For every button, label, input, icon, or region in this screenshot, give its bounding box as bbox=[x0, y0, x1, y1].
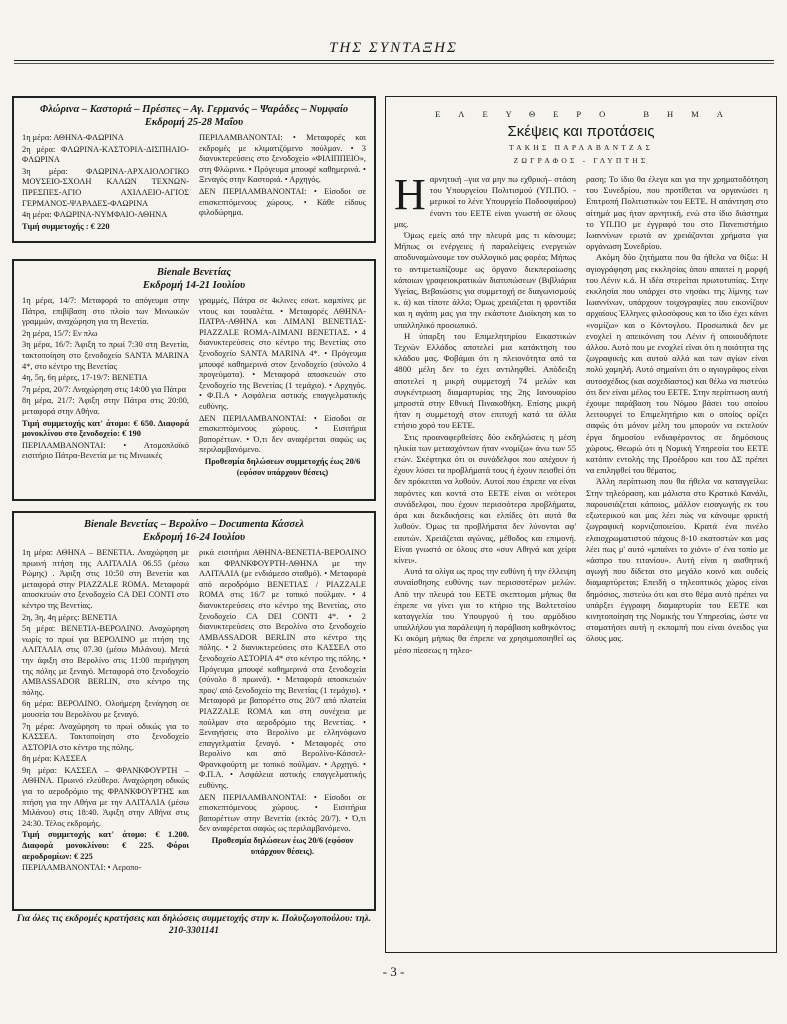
trip-includes-cont: ρικά εισιτήρια ΑΘΗΝΑ-ΒΕΝΕΤΙΑ-ΒΕΡΟΛΙΝΟ και ΦΡΑΝΚΦΟΥΡΤΗ-ΑΘΗΝΑ με την ΑΛΙΤΑΛΙΑ (με ενδιάμεσο σταθμό). • Μεταφορά από αεροδρόμιο ΒΕΝΕΤΙΑΣ / PIAZZALE ROMA στις 16/7 με τοπικό πούλμαν. • 4 διανυκτερεύσεις στο κέντρο της Βενετίας, στο ξενοδοχείο CA DEI CONTI 4*. • 2 διανυκτερεύσεις στο Βερολίνο στο ξενοδοχείο AMBASSADOR BERLIN στο κέντρο της πόλης. • 2 διανυκτερεύσεις στο ΚΑΣΣΕΛ στο ξενοδοχείο ΑΣΤΟΡΙΑ 4* στο κέντρο της πόλης. • Πρόγευμα μπουφέ καθημερινά στα ξενοδοχεία (σύνολο 8 πρωινά). • Μεταφορά αποσκευών προς/ από ξενοδοχείο της Βενετίας (1 τεμάχιο). • Μεταφορά με βαπορέττο στις 20/7 από πλατεία PIAZZALE ROMA και στη συνέχεια με πούλμαν στο αεροδρόμιο της Βενετίας. • Ξεναγήσεις στο Βερολίνο με ελληνόφωνο επαγγελματία ξεναγό. • Μεταφορές στο Βερολίνο και από Βερολίνο-Κάσσελ-Φρανκφούρτη με τοπικό πούλμαν. • Αρχηγό. • Φ.Π.Α. • Ασφάλεια αστικής επαγγελματικής ευθύνης. bbox=[199, 548, 366, 791]
trip-title: Bienale Βενετίας – Βερολίνο – Documenta Κάσσελ bbox=[83, 519, 305, 530]
trip-day: 6η μέρα: ΒΕΡΟΛΙΝΟ. Ολοήμερη ξενάγηση σε μουσεία του Βερολίνου με ξεναγό. bbox=[22, 699, 189, 719]
opinion-article bbox=[385, 96, 777, 953]
trip-day: 1η μέρα: ΑΘΗΝΑ-ΦΛΩΡΙΝΑ bbox=[22, 133, 124, 142]
trip-includes: ΠΕΡΙΛΑΜΒΑΝΟΝΤΑΙ: • Μεταφορές και εκδρομές με κλιματιζόμενο πούλμαν. • 3 διανυκτερεύσεις στο ξενοδοχείο «ΦΙΛΙΠΠΕΙΟ», στη Φλώρινα. • Πρόγευμα μπουφέ καθημερινά. • Ξεναγός στην Καστοριά. • Αρχηγός. bbox=[199, 133, 366, 185]
article-author: ΤΑΚΗΣ ΠΑΡΛΑΒΑΝΤΖΑΣ bbox=[508, 143, 654, 152]
article-paragraph: Η ύπαρξη του Επιμελητηρίου Εικαστικών Τεχνών Ελλάδος αποτελεί μια κατάκτηση του κλάδου μας. Φοβάμαι ότι η πλειονότητα από τα 4800 μέλη δεν το έχει αντιληφθεί. Απόδειξη αποτελεί η μικρή συμμετοχή 74 μελών και συγκέντρωση διαμαρτυρίας της 2ης Ιανουαρίου μπροστά στην Εθνική Πινακοθήκη. Επίσης μικρή ήταν η συμμετοχή στον επιτυχή κατά τα άλλα ετήσιο χορό του ΕΕΤΕ. bbox=[394, 330, 576, 431]
article-paragraph: αρνητική –για να μην πω εχθρική– στάση του Υπουργείου Πολιτισμού (ΥΠ.ΠΟ. - μερικοί το λένε Υπουργείο Ποδοσφαίρου) έναντι του ΕΕΤΕ είναι γνωστή σε όλους μας. bbox=[394, 174, 576, 229]
trip-subtitle: Εκδρομή 16-24 Ιουλίου bbox=[142, 532, 246, 543]
trip-day: 8η μέρα: ΚΑΣΣΕΛ bbox=[22, 754, 87, 764]
trip-col-right bbox=[199, 296, 366, 479]
trip-day: 1η μέρα: ΑΘΗΝΑ – ΒΕΝΕΤΙΑ. Αναχώρηση με πρωινή πτήση της ΑΛΙΤΑΛΙΑ 06.55 (μέσω Ρώμης) . Άφιξη στις 10:50 στη Βενετία και μεταφορά στην PIAZZALE ROMA. Μεταφορά αποσκευών στο ξενοδοχείο CA DEI CONTI στο κέντρο της Βενετίας. bbox=[22, 548, 189, 610]
article-paragraph: Στις προαναφερθείσες δύο εκδηλώσεις η μέση ηλικία των μετασχόντων ήταν «νομίζω» άνω των 55 ετών. Σκέφτηκα ότι οι συνάδελφοι που απέχουν ή έχουν λύσει τα προβλήματά τους ή έχουν πεισθεί ότι δεν πρόκειται να λυθούν. Αυτοί που έπρεπε να είναι παρόντες και κοντά στο ΕΕΤΕ είναι οι νεότεροι συνάδελφοι, που έχουν περισσότερα προβλήματα, άρα και διεκδικήσεις και ελπίδες ότι αυτά θα λυθούν. Όμως τα προβλήματα δεν λύνονται αφ' εαυτών. Χρειάζεται αγώνας, μέθοδος και επιμονή. Είναι γνωστό σε όλους στο «συν Αθηνά και χείρα κίνει». bbox=[394, 431, 576, 565]
trip-price: Τιμή συμμετοχής : € 220 bbox=[22, 221, 110, 231]
article-rubric: ΕΛΕΥΘΕΡΟ ΒΗΜΑ bbox=[435, 109, 741, 119]
trip-deadline: Προθεσμία δηλώσεων έως 20/6 (εφόσον υπάρχουν θέσεις). bbox=[211, 836, 354, 856]
booking-contact-note: Για όλες τις εκδρομές κρατήσεις και δηλώσεις συμμετοχής στην κ. Πολυζωγοπούλου: τηλ. 210-3301141 bbox=[16, 914, 372, 936]
trip-day: 5η μέρα: ΒΕΝΕΤΙΑ-ΒΕΡΟΛΙΝΟ. Αναχώρηση νωρίς το πρωί για ΒΕΡΟΛΙΝΟ με πτήση της ΑΛΙΤΑΛΙΑ στις 07.30 (μέσω Μιλάνου). Μετά την άφιξη στο Βερολίνο στις 11:00 περιήγηση της πόλης με ξεναγό. Μεταφορά στο ξενοδοχείο AMBASSADOR BERLIN, στο κέντρο της πόλης. bbox=[22, 624, 189, 697]
trip-excludes: ΔΕΝ ΠΕΡΙΛΑΜΒΑΝΟΝΤΑΙ: • Είσοδοι σε επισκεπτόμενους χώρους. • Εισιτήρια βαπορέττων στην Βενετία (εκτός 20/7). • Ό,τι δεν αναφέρεται σαφώς ως περιλαμβανόμενο. bbox=[199, 792, 366, 834]
header-rule bbox=[14, 60, 774, 61]
trip-col-right bbox=[199, 133, 366, 233]
trip-subtitle: Εκδρομή 14-21 Ιουλίου bbox=[142, 280, 246, 291]
trip-day: 9η μέρα: ΚΑΣΣΕΛ – ΦΡΑΝΚΦΟΥΡΤΗ – ΑΘΗΝΑ. Πρωινό ελεύθερο. Αναχώρηση οδικώς για το αεροδρόμιο της ΦΡΑΝΚΦΟΥΡΤΗΣ και πτήση για την Αθήνα με την ΑΛΙΤΑΛΙΑ (μέσω Μιλάνου) στις 18:40. Άφιξη στην Αθήνα στις 24:30. Τέλος εκδρομής. bbox=[22, 765, 189, 828]
trip-day: 7η μέρα, 20/7: Αναχώρηση στις 14:00 για Πάτρα bbox=[22, 384, 186, 394]
article-paragraph: Άλλη περίπτωση που θα ήθελα να καταγγείλω: Στην τηλεόραση, και μάλιστα στο Κρατικό Κανάλι, παρουσιάζεται κάποιος, μάλλον εισαγωγής εκ του εξωτερικού και μας λέει πώς να κάνουμε φρικτή ζωγραφική κορνιζοποιείου. Κρατά ένα πινέλο ελαιοχρωματιστού πάχους 8-10 εκατοστών και μας λέει πως μ' αυτό «μπαίνει το χιόνι» σ' ένα τοπίο με «άσπρο του τιτανίου». Αυτή είναι η αισθητική αγωγή που δίδεται στο μεγάλο κοινό και ουδείς διαμαρτύρεται; Επειδή ο τηλεοπτικός χώρος είναι δημόσιος, πιστεύω ότι και στο θέμα αυτό πρέπει να υπάρξει έγγραφη διαμαρτυρία του ΕΕΤΕ και κινητοποίηση της Νομικής του Υπηρεσίας, ώστε να σταματήσει αυτή η εκπομπή που είναι όνειδος για όλους μας. bbox=[586, 476, 768, 644]
article-paragraph: ραση; Το ίδιο θα έλεγα και για την χρηματοδότηση του Συνεδρίου, που προτίθεται να οργανώσει η Επιτροπή Πολιτιστικών του ΕΕΤΕ. Η απάντηση στο αίτημά μας ήταν αρνητική, ενώ στο ίδιο διάστημα το ΥΠ.ΠΟ με έγγραφό του στο Πανεπιστήμιο Ιωαννίνων ερωτά αν χρειάζονται χρήματα για οργάνωση Συνεδρίου. bbox=[586, 174, 768, 252]
trip-day: 2η μέρα, 15/7: Εν πλω bbox=[22, 328, 98, 338]
article-paragraph: Ακόμη δύο ζητήματα που θα ήθελα να θίξω: Η αγιογράφηση μας εκκλησίας όπου απαιτεί η μορφή του Λένιν κ.ά. Η ιδέα στερείται πρωτοτυπίας. Στην εκκλησία που υπάρχει στο νησάκι της λίμνης των Ιωαννίνων, υπάρχουν τοιχογραφίες που εικονίζουν αρχαίους Έλληνες φιλοσόφους και το ίδιο έχει κάνει «νομίζω» και ο Κόντογλου. Προσωπικά δεν με ενοχλεί η απεικόνιση του Λένιν ή οποιουδήποτε άλλου. Αυτό που με ενοχλεί είναι ότι η ποιότητα της ζωγραφικής και αυτού αλλά και των αγίων είναι πολύ χαμηλή. Αυτό σημαίνει ότι ο αγιογράφος είναι αυτοσχέδιος (και ασχεδίαστος) και θέλω να πιστεύω ότι δεν είναι μέλος του ΕΕΤΕ. Στην περίπτωση αυτή έχουμε παράβαση του Νόμου βάσει του οποίου λειτουργεί το Επιμελητήριο και ο οποίος ορίζει σαφώς ότι μόνον μέλη του μπορούν να εκτελούν έργα δημοσίου ενδιαφέροντος σε δημόσιους χώρους. Θεωρώ ότι η Νομική Υπηρεσία του ΕΕΤΕ κατόπιν εντολής της Προέδρου και του ΔΣ πρέπει να επιληφθεί του θέματος. bbox=[586, 252, 768, 476]
article-title: Σκέψεις και προτάσεις bbox=[507, 123, 655, 140]
article-col-right bbox=[586, 174, 768, 656]
article-dropcap: Η bbox=[394, 170, 426, 219]
article-paragraph: Αυτά τα ολίγα ως προς την ευθύνη ή την έλλειψη συναίσθησης ευθύνης των περισσοτέρων μελών. Από την πλευρά του ΕΕΤΕ σκεπτομαι μήπως θα έπρεπε να γίνει για το κτήριο της Βαλτετσίου καταγγελία του Υπουργού ή του αρμόδιου υπαλλήλου για παράλειψη ή παράβαση καθηκόντος; Κι ακόμη μήπως θα έπρεπε να χρησιμοποιηθεί ως μέσο πίεσεως η τηλεο- bbox=[394, 566, 576, 655]
trip-deadline: Προθεσμία δηλώσεων συμμετοχής έως 20/6 (εφόσον υπάρχουν θέσεις) bbox=[204, 456, 361, 477]
page-header-title: ΤΗΣ ΣΥΝΤΑΞΗΣ bbox=[329, 40, 458, 56]
trip-col-left bbox=[22, 296, 189, 479]
trip-day: 4η μέρα: ΦΛΩΡΙΝΑ-ΝΥΜΦΑΙΟ-ΑΘΗΝΑ bbox=[22, 210, 168, 220]
trip-includes: ΠΕΡΙΛΑΜΒΑΝΟΝΤΑΙ: • Ατομοπλοϊκό εισιτήριο Πάτρα-Βενετία με τις Μινωικές bbox=[22, 440, 189, 461]
trip-title: Bienale Βενετίας bbox=[156, 267, 232, 278]
trip-day: 7η μέρα: Αναχώρηση το πρωί οδικώς για το ΚΑΣΣΕΛ. Τακτοποίηση στο ξενοδοχείο ΑΣΤΟΡΙΑ στο κέντρο της πόλης. bbox=[22, 721, 189, 752]
trip-includes: ΠΕΡΙΛΑΜΒΑΝΟΝΤΑΙ: • Αεροπο- bbox=[22, 863, 142, 873]
trip-box-venice bbox=[12, 259, 376, 501]
trip-title: Φλώρινα – Καστοριά – Πρέσπες – Αγ. Γερμανός – Ψαράδες – Νυμφαίο bbox=[39, 104, 349, 115]
article-paragraph: Όμως εμείς από την πλευρά μας τι κάνουμε; Μήπως οι ενέργειες ή παραλείψεις ενεργειών αποδυναμώνουμε τον συλλογικό μας φορέα; Μήπως το αντιμετωπίζουμε ως όργανο διεκπεραίωσης κάποιων γραφειοκρατικών διατυπώσεων (Βιβλιάρια Υγείας, Βεβαιώσεις για συμμετοχή σε διαγωνισμούς κ. ά) και τίποτε άλλο; Όμως χρειάζεται η φροντίδα και η αγάπη μας για την εκάστοτε Διοίκηση και το υπαλληλικό προσωπικό. bbox=[394, 230, 576, 330]
trip-box-venice-berlin-kassel bbox=[12, 511, 376, 911]
trip-day: 4η, 5η, 6η μέρες, 17-19/7: ΒΕΝΕΤΙΑ bbox=[22, 373, 148, 383]
trip-day: 2η, 3η, 4η μέρες: ΒΕΝΕΤΙΑ bbox=[22, 612, 118, 622]
trip-box-florina bbox=[12, 96, 376, 243]
page-number: - 3 - bbox=[382, 964, 405, 979]
trip-price: Τιμή συμμετοχής κατ' άτομο: € 650. Διαφορά μονοκλίνου στο ξενοδοχείο: € 190 bbox=[22, 418, 189, 439]
trip-excludes: ΔΕΝ ΠΕΡΙΛΑΜΒΑΝΟΝΤΑΙ: • Είσοδοι σε επισκεπτόμενους χώρους. • Κάθε είδους φιλοδώρημα. bbox=[199, 186, 366, 218]
trip-price: Τιμή συμμετοχής κατ' άτομο: € 1.200. Διαφορά μονοκλίνου: € 225. Φόροι αεροδρομίων: € 225 bbox=[22, 830, 189, 861]
trip-day: 3η μέρα, 16/7: Άφιξη το πρωί 7:30 στη Βενετία, τακτοποίηση στο ξενοδοχείο SANTA MARINA 4*, στο κέντρο της Βενετίας bbox=[22, 340, 189, 371]
trip-subtitle: Εκδρομή 25-28 Μαΐου bbox=[144, 117, 244, 128]
trip-day: 3η μέρα: ΦΛΩΡΙΝΑ-ΑΡΧΑΙΟΛΟΓΙΚΟ ΜΟΥΣΕΙΟ-ΣΧΟΛΗ ΚΑΛΩΝ ΤΕΧΝΩΝ-ΠΡΕΣΠΕΣ-ΑΓΙΟ ΑΧΙΛΛΕΙΟ-ΑΓΙΟΣ ΓΕΡΜΑΝΟΣ-ΨΑΡΑΔΕΣ-ΦΛΩΡΙΝΑ bbox=[22, 166, 189, 208]
trip-day: 2η μέρα: ΦΛΩΡΙΝΑ-ΚΑΣΤΟΡΙΑ-ΔΙΣΠΗΛΙΟ-ΦΛΩΡΙΝΑ bbox=[22, 144, 189, 165]
article-author-role: ΖΩΓΡΑΦΟΣ - ΓΛΥΠΤΗΣ bbox=[513, 156, 649, 165]
header-rule-secondary bbox=[14, 63, 774, 64]
article-col-left bbox=[394, 170, 576, 656]
trip-day: 1η μέρα, 14/7: Μεταφορά το απόγευμα στην Πάτρα, επιβίβαση στο πλοίο των Μινωικών γραμμών, αναχώρηση για τη Βενετία. bbox=[22, 296, 189, 327]
trip-day: 8η μέρα, 21/7: Άφιξη στην Πάτρα στις 20:00, μεταφορά στην Αθήνα. bbox=[22, 396, 189, 416]
trip-excludes: ΔΕΝ ΠΕΡΙΛΑΜΒΑΝΟΝΤΑΙ: • Είσοδοι σε επισκεπτόμενους χώρους. • Εισιτήρια βαπορέττων. • Ό,τι δεν αναφέρεται σαφώς ως περιλαμβανόμενο. bbox=[199, 413, 366, 455]
trip-col-left bbox=[22, 133, 189, 233]
trip-col-right bbox=[199, 548, 366, 875]
trip-col-left bbox=[22, 548, 189, 875]
trip-includes-cont: γραμμές, Πάτρα σε 4κλινες εσωτ. καμπίνες με ντους και τουαλέτα. • Μεταφορές ΑΘΗΝΑ-ΠΑΤΡΑ-ΑΘΗΝΑ και ΛΙΜΑΝΙ ΒΕΝΕΤΙΑΣ-PIAZZALE ROMA-ΛΙΜΑΝΙ ΒΕΝΕΤΙΑΣ. • 4 διανυκτερεύσεις στο κέντρο της Βενετίας στο ξενοδοχείο SANTA MARINA 4*. • Πρόγευμα μπουφέ καθημερινά στον ξενοδοχείο (σύνολο 4 προγεύματα). • Μεταφορά αποσκευών στο ξενοδοχείο της Βενετίας (1 τεμάχιο). • Αρχηγός. • Φ.Π.Α • Ασφάλεια αστικής επαγγελματικής ευθύνης. bbox=[199, 296, 366, 411]
